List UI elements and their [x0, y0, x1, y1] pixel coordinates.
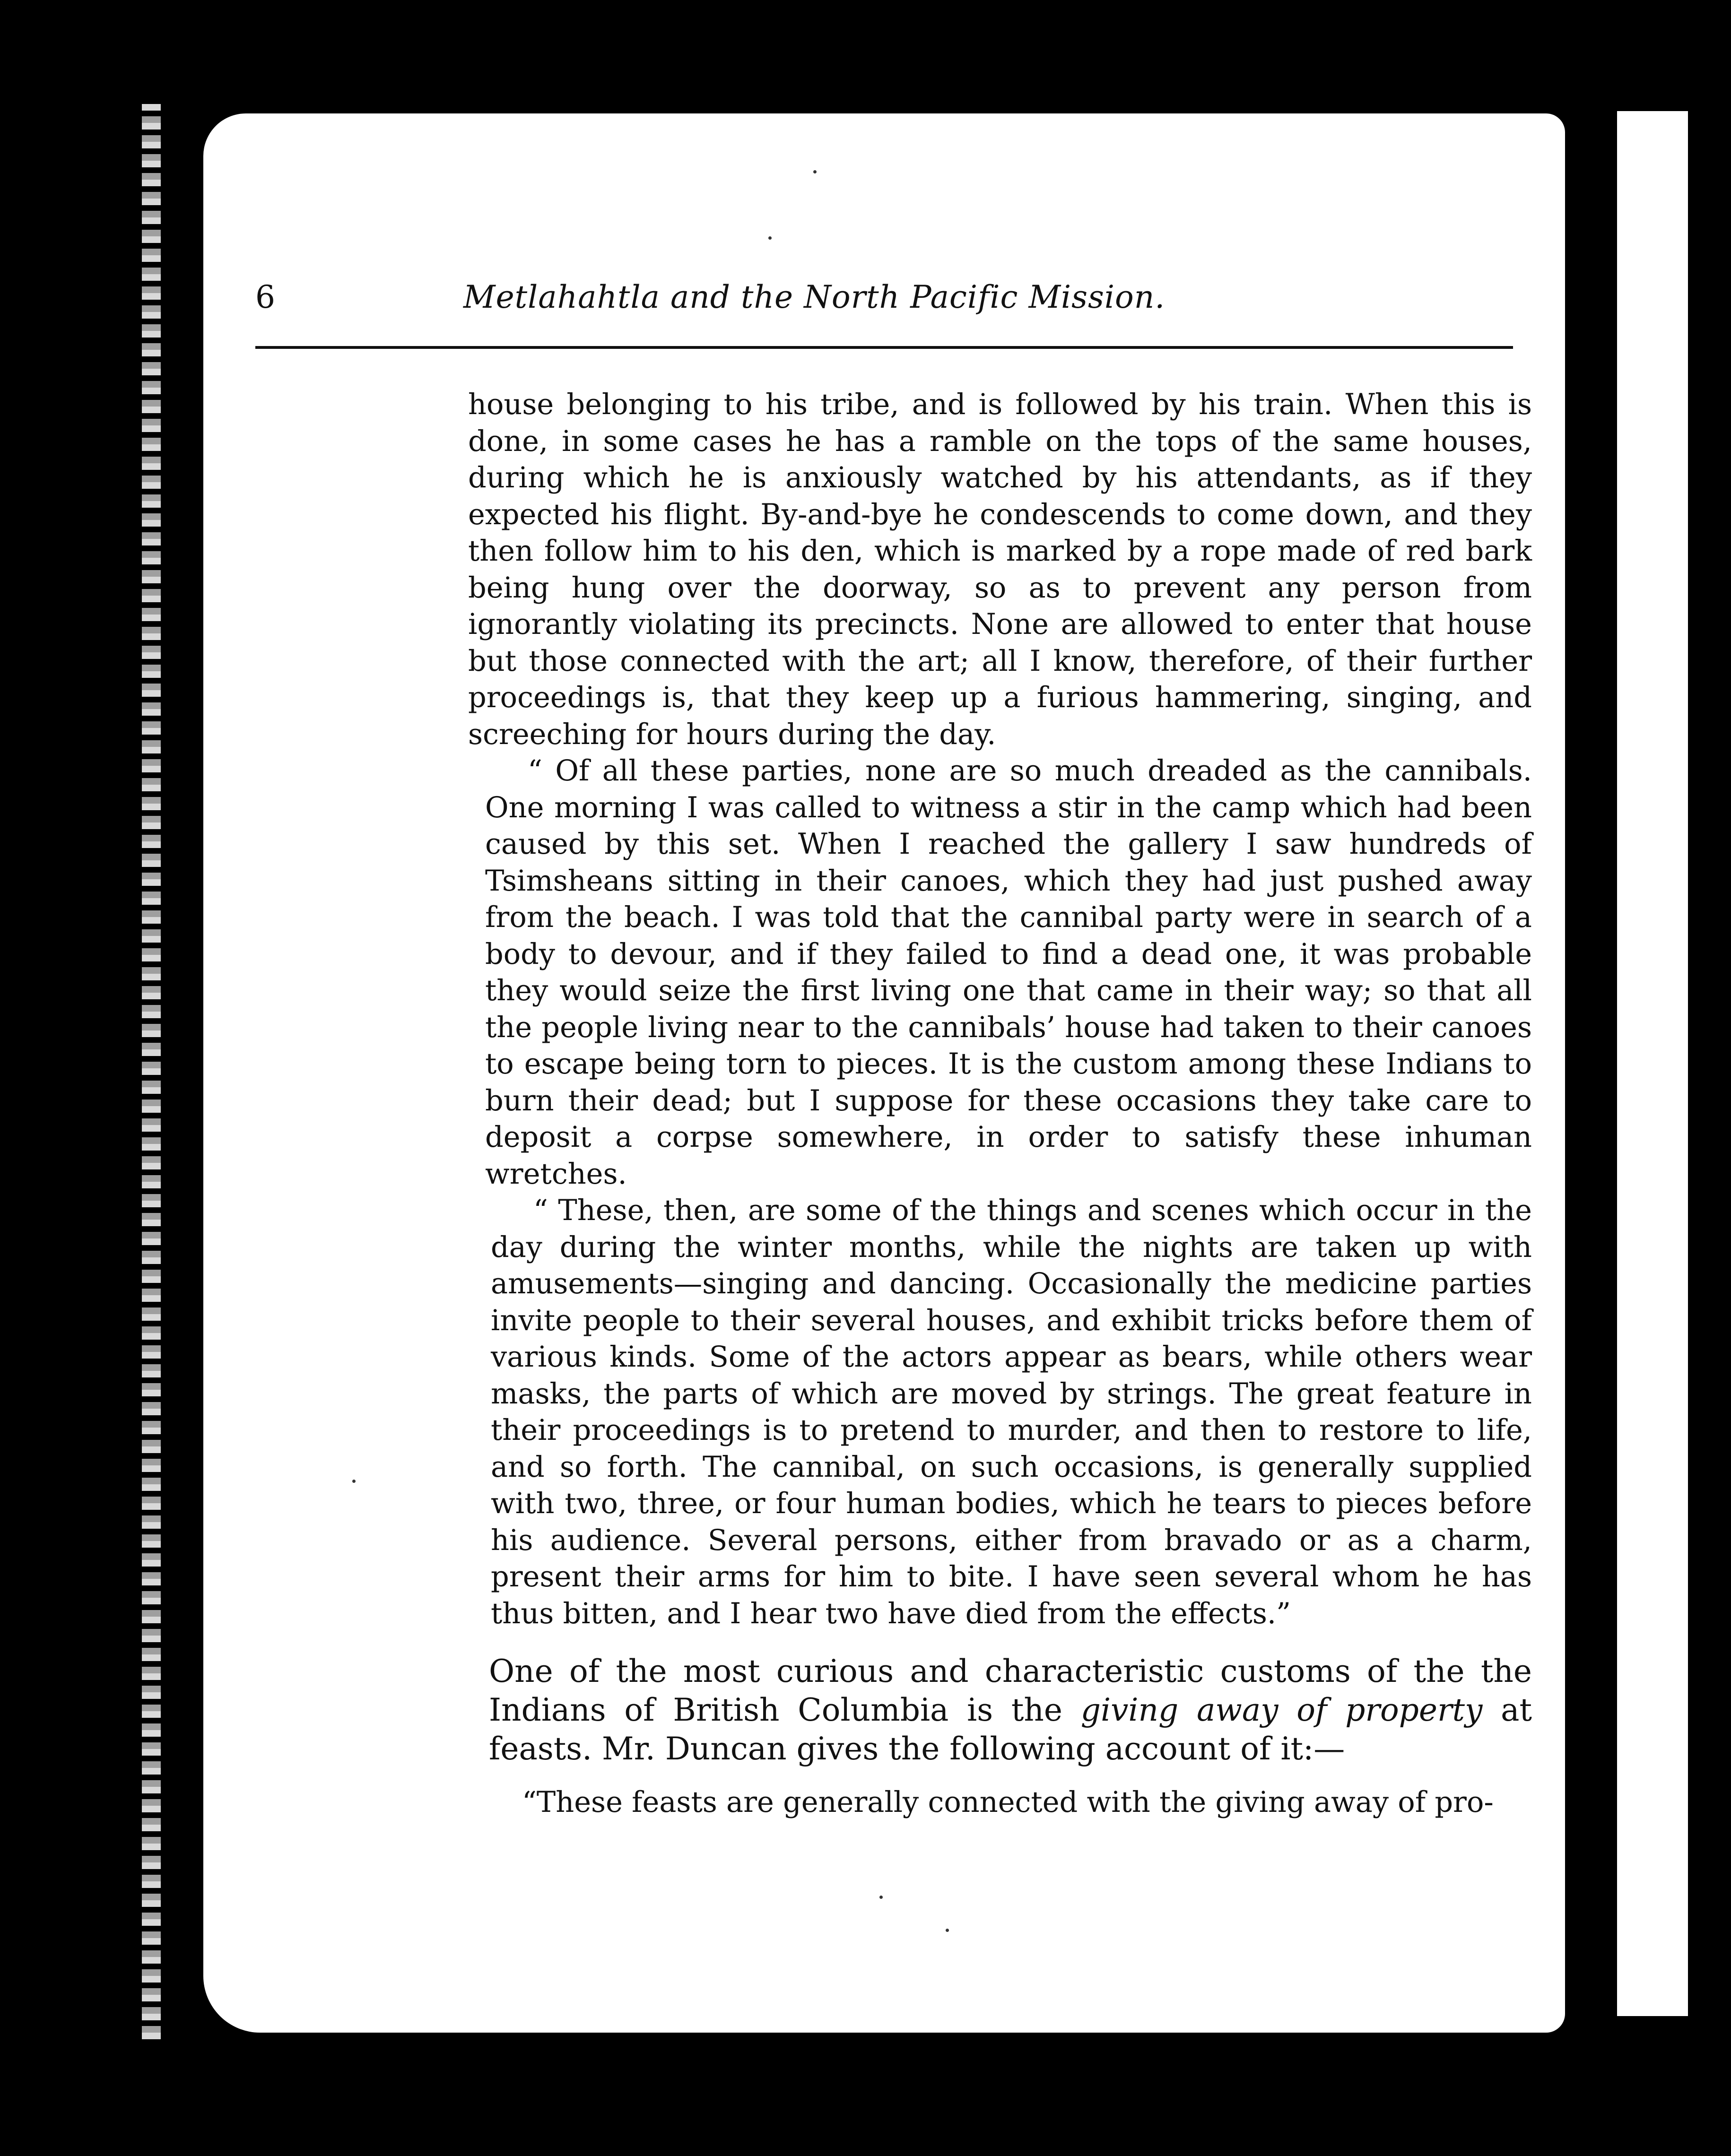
paragraph: “ Of all these parties, none are so much dreaded as the cannibals. One morning I was called to witness a stir in the camp which had been caused by this set. When I reached the gallery I saw hundreds of Tsimsheans sitting in their canoes, which they had just pushed away from the beach. I was told that the cannibal party were in search of a body to devour, and if they failed to find a dead one, it was probable they would seize the first living one that came in their way; so that all the people living near to the cannibals’ house had taken to their canoes to escape being torn to pieces. It is the custom among these Indians to burn their dead; but I suppose for these occasions they take care to deposit a corpse somewhere, in order to satisfy these inhuman wretches. [485, 754, 1532, 1191]
paragraph [489, 1652, 1532, 1768]
print-speck [946, 1929, 949, 1932]
running-title: Metlahahtla and the North Pacific Mission. [463, 279, 1166, 315]
paragraph-text: One of the most curious and characteristic customs of the the Indians of British Columbia is the [489, 1653, 1532, 1728]
paragraph-text: at feasts. Mr. Duncan gives the following account of it:— [489, 1692, 1532, 1767]
header-rule [255, 346, 1513, 349]
print-speck [879, 1896, 883, 1899]
page-edge-left [142, 104, 161, 2042]
print-speck [352, 1480, 356, 1483]
page-edge-right [1617, 111, 1688, 2016]
page-number: 6 [255, 279, 275, 315]
paragraph: house belonging to his tribe, and is followed by his train. When this is done, in some cases he has a ramble on the tops of the same houses, during which he is anxiously watched by his attendants, as if they expected his flight. By-and-bye he condescends to come down, and they then follow him to his den, which is marked by a rope made of red bark being hung over the doorway, so as to prevent any person from ignorantly violating its precincts. None are allowed to enter that house but those connected with the art; all I know, therefore, of their further proceedings is, that they keep up a furious hammering, singing, and screeching for hours during the day. [468, 388, 1532, 751]
page-body [468, 387, 1532, 1821]
paragraph: “These feasts are generally connected with the giving away of pro- [522, 1786, 1494, 1819]
print-speck [768, 236, 772, 240]
emphasized-text: giving away of property [1080, 1692, 1483, 1728]
paragraph: “ These, then, are some of the things and scenes which occur in the day during the winter months, while the nights are taken up with amusements—singing and dancing. Occasionally the medicine parties invite people to their several houses, and exhibit tricks before them of various kinds. Some of the actors appear as bears, while others wear masks, the parts of which are moved by strings. The great feature in their proceedings is to pretend to murder, and then to restore to life, and so forth. The cannibal, on such occasions, is generally supplied with two, three, or four human bodies, which he tears to pieces before his audience. Several persons, either from bravado or as a charm, present their arms for him to bite. I have seen several whom he has thus bitten, and I hear two have died from the effects.” [491, 1194, 1532, 1630]
print-speck [813, 170, 817, 173]
